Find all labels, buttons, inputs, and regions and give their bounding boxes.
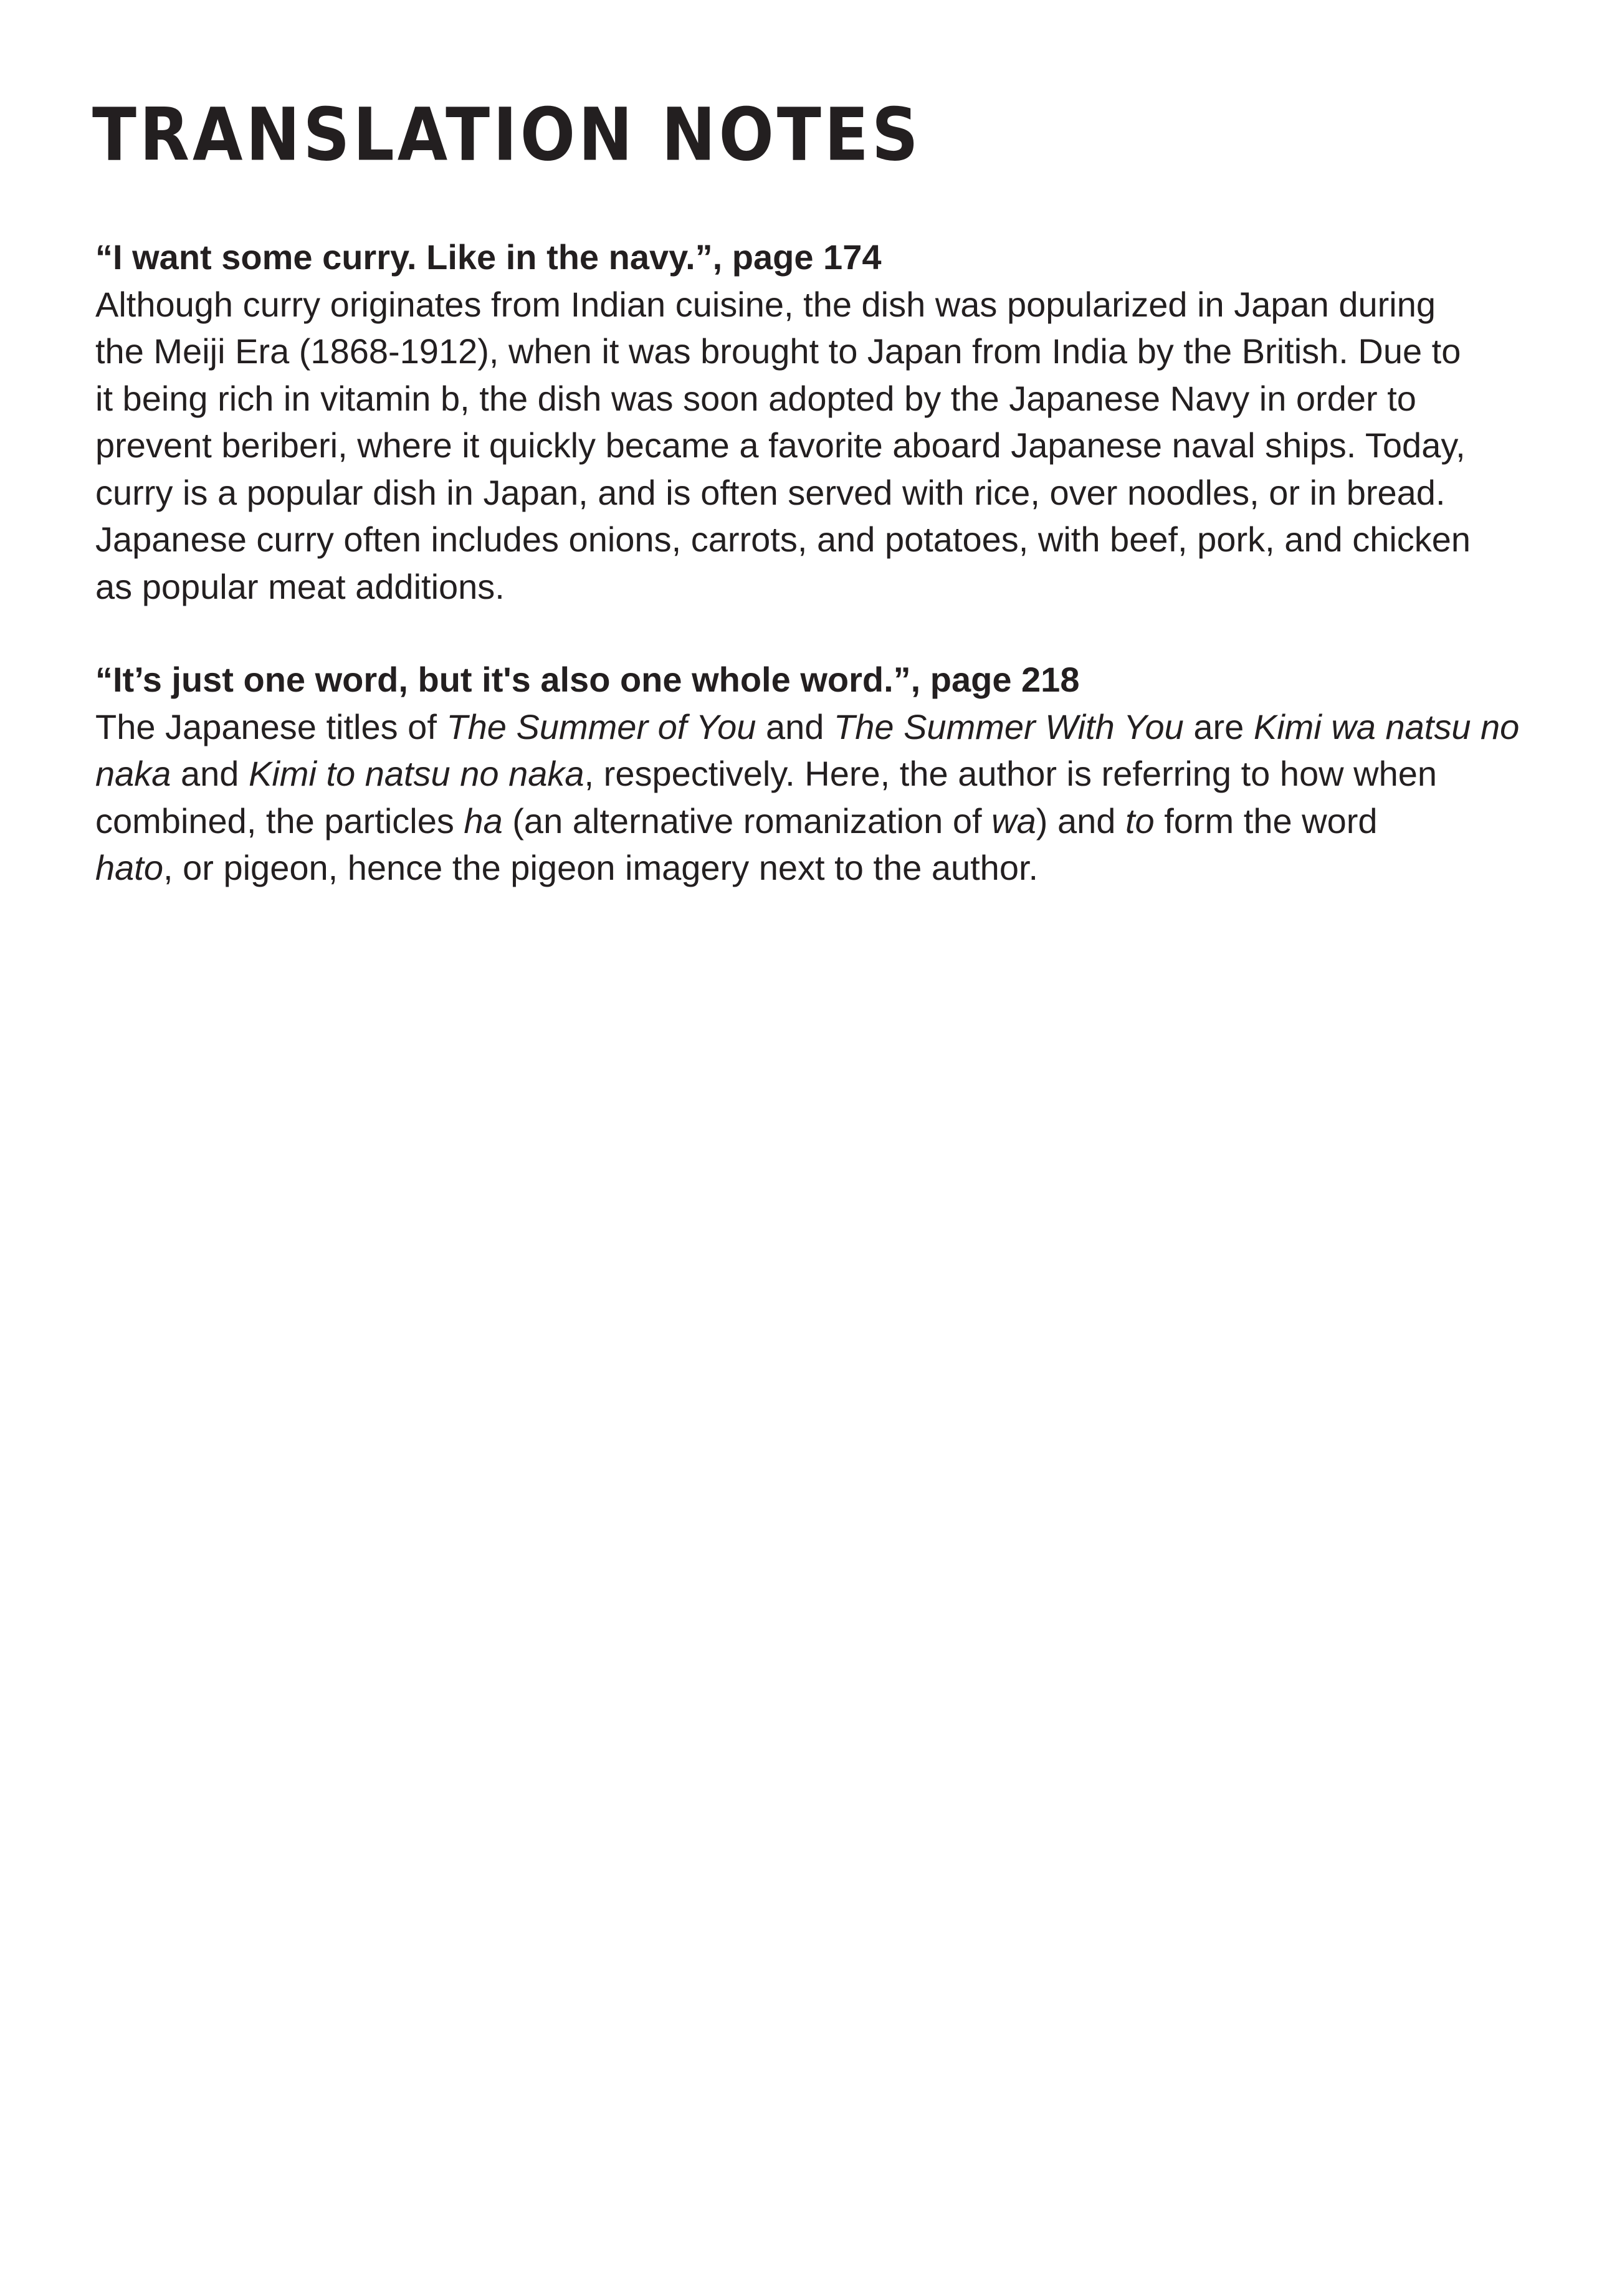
note-body-line: Japanese curry often includes onions, carrots, and potatoes, with beef, pork, and chicken <box>95 520 1471 559</box>
note-body-line <box>95 750 1522 798</box>
italic-title: The Summer of You <box>446 707 756 746</box>
note-body-line: Although curry originates from Indian cuisine, the dish was popularized in Japan during <box>95 284 1436 324</box>
italic-japanese-title: naka <box>95 754 171 793</box>
italic-word: hato <box>95 848 163 887</box>
italic-japanese-title: Kimi to natsu no naka <box>249 754 584 793</box>
text-segment: , or pigeon, hence the pigeon imagery next to the author. <box>163 848 1039 887</box>
translation-note-curry <box>95 234 1522 610</box>
text-segment: form the word <box>1154 801 1378 841</box>
note-body-line: the Meiji Era (1868-1912), when it was brought to Japan from India by the British. Due to <box>95 331 1461 371</box>
text-segment: combined, the particles <box>95 801 464 841</box>
note-body-line: as popular meat additions. <box>95 566 505 606</box>
text-segment: and <box>756 707 834 746</box>
note-body-line: prevent beriberi, where it quickly became a favorite aboard Japanese naval ships. Today, <box>95 426 1466 465</box>
text-segment: and <box>171 754 249 793</box>
italic-particle: wa <box>991 801 1036 841</box>
text-segment: ) and <box>1036 801 1125 841</box>
note-body-line <box>95 703 1522 751</box>
note-body <box>95 703 1522 892</box>
note-body-line <box>95 844 1522 892</box>
italic-particle: to <box>1125 801 1155 841</box>
page-title: TRANSLATION NOTES <box>92 92 922 178</box>
note-body-line: curry is a popular dish in Japan, and is often served with rice, over noodles, or in bread. <box>95 472 1446 512</box>
note-body-line <box>95 798 1522 845</box>
text-segment: are <box>1183 707 1254 746</box>
italic-japanese-title: Kimi wa natsu no <box>1253 707 1520 746</box>
text-segment: The Japanese titles of <box>95 707 447 746</box>
text-segment: , respectively. Here, the author is referring to how when <box>584 754 1438 793</box>
note-body-line: it being rich in vitamin b, the dish was soon adopted by the Japanese Navy in order to <box>95 378 1416 418</box>
translation-note-word <box>95 656 1522 892</box>
note-body <box>95 281 1522 611</box>
note-heading: “It’s just one word, but it's also one whole word.”, page 218 <box>95 660 1080 699</box>
text-segment: (an alternative romanization of <box>502 801 992 841</box>
note-heading: “I want some curry. Like in the navy.”, page 174 <box>95 237 882 277</box>
italic-particle: ha <box>464 801 503 841</box>
italic-title: The Summer With You <box>834 707 1184 746</box>
